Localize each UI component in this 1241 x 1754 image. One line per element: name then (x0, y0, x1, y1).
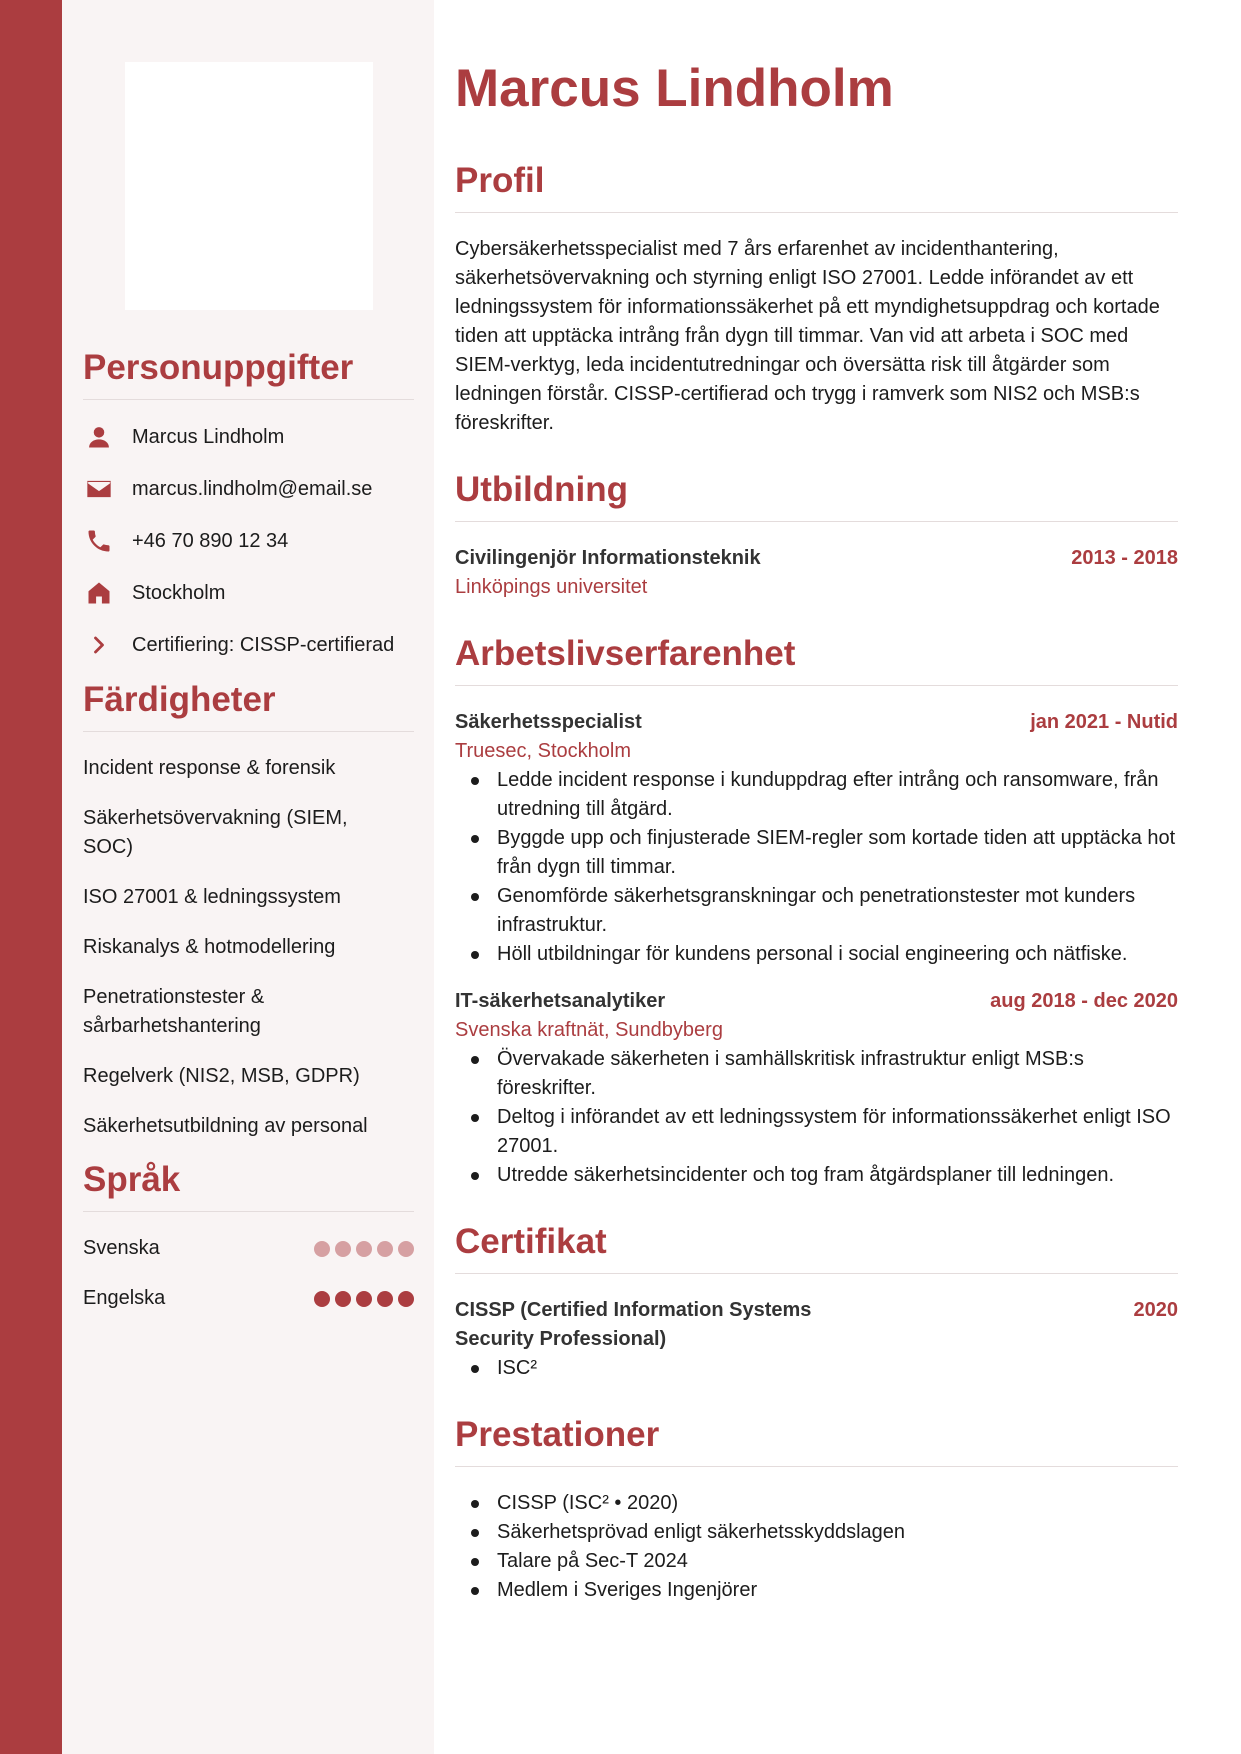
certificate-bullets (455, 1354, 1178, 1383)
info-name (83, 422, 414, 452)
languages-section (83, 1162, 414, 1313)
language-level-dot (377, 1241, 393, 1257)
certificate-issuer: ISC² (455, 1354, 1178, 1383)
achievement-item: Talare på Sec-T 2024 (455, 1547, 1178, 1576)
language-name: Engelska (83, 1287, 166, 1309)
info-certification-text: Certifiering: CISSP-certifierad (132, 633, 395, 656)
experience-entry (455, 987, 1178, 1190)
company-name: Svenska kraftnät, Sundbyberg (455, 1019, 723, 1041)
language-level-dot (314, 1241, 330, 1257)
job-bullet: Ledde incident response i kunduppdrag efter intrång och ransomware, från utredning till åtgärd. (455, 766, 1178, 824)
info-name-text: Marcus Lindholm (132, 425, 285, 448)
info-certification (83, 630, 414, 660)
job-bullet: Övervakade säkerheten i samhällskritisk infrastruktur enligt MSB:s föreskrifter. (455, 1045, 1178, 1103)
language-level-dot (356, 1241, 372, 1257)
language-level-dot (398, 1241, 414, 1257)
education-section (455, 472, 1178, 602)
skill-item: Regelverk (NIS2, MSB, GDPR) (83, 1065, 360, 1087)
job-date: jan 2021 - Nutid (1030, 711, 1178, 733)
education-date: 2013 - 2018 (1071, 547, 1178, 569)
profile-text: Cybersäkerhetsspecialist med 7 års erfarenhet av incidenthantering, säkerhetsövervakning och styrning enligt ISO 27001. Ledde införandet av ett ledningssystem för informationssäkerhet på ett myndighetsuppdrag och kortade tiden att upptäcka intrång från dygn till timmar. Van vid att arbeta i SOC med SIEM-verktyg, leda incidentutredningar och översätta risk till åtgärder som ledningen förstår. CISSP-certifierad och trygg i ramverk som NIS2 och MSB:s föreskrifter. (455, 238, 1160, 434)
job-bullet: Genomförde säkerhetsgranskningar och penetrationstester mot kunders infrastruktur. (455, 882, 1178, 940)
personal-info-list (83, 422, 414, 660)
chevron-right-icon (83, 630, 115, 660)
job-bullet: Deltog i införandet av ett ledningssystem för informationssäkerhet enligt ISO 27001. (455, 1103, 1178, 1161)
language-level-dots (314, 1291, 414, 1307)
email-icon (83, 474, 115, 504)
skill-item: Incident response & forensik (83, 757, 336, 779)
phone-icon (83, 526, 115, 556)
experience-entry (455, 708, 1178, 969)
language-row (83, 1284, 414, 1313)
info-location (83, 578, 414, 608)
info-phone-text[interactable]: +46 70 890 12 34 (132, 529, 289, 552)
job-bullet: Utredde säkerhetsincidenter och tog fram åtgärdsplaner till ledningen. (455, 1161, 1178, 1190)
language-level-dot (314, 1291, 330, 1307)
language-level-dot (335, 1291, 351, 1307)
job-bullets (455, 766, 1178, 969)
experience-section (455, 636, 1178, 1190)
certificate-date: 2020 (1133, 1299, 1178, 1321)
skill-item: Riskanalys & hotmodellering (83, 936, 336, 958)
education-entry (455, 544, 1178, 602)
certificate-title: CISSP (Certified Information Systems Security Professional) (455, 1299, 812, 1350)
language-level-dots (314, 1241, 414, 1257)
achievement-item: Medlem i Sveriges Ingenjörer (455, 1576, 1178, 1605)
achievement-item: Säkerhetsprövad enligt säkerhetsskyddslagen (455, 1518, 1178, 1547)
job-bullet: Byggde upp och finjusterade SIEM-regler som kortade tiden att upptäcka hot från dygn till timmar. (455, 824, 1178, 882)
language-level-dot (398, 1291, 414, 1307)
language-name: Svenska (83, 1237, 160, 1259)
info-phone (83, 526, 414, 556)
skills-heading: Färdigheter (83, 682, 414, 732)
profile-heading: Profil (455, 163, 1178, 213)
language-level-dot (335, 1241, 351, 1257)
profile-section (455, 163, 1178, 438)
person-icon (83, 422, 115, 452)
achievement-item: CISSP (ISC² • 2020) (455, 1489, 1178, 1518)
certificate-entry (455, 1296, 1178, 1383)
achievements-section (455, 1417, 1178, 1605)
skill-item: ISO 27001 & ledningssystem (83, 886, 341, 908)
personal-info-section (83, 350, 414, 660)
language-level-dot (356, 1291, 372, 1307)
info-email-text[interactable]: marcus.lindholm@email.se (132, 477, 373, 500)
skill-item: Penetrationstester & sårbarhetshantering (83, 986, 265, 1037)
personal-info-heading: Personuppgifter (83, 350, 414, 400)
degree-title: Civilingenjör Informationsteknik (455, 547, 761, 569)
company-name: Truesec, Stockholm (455, 740, 631, 762)
main-content (455, 59, 1178, 1639)
skills-section (83, 682, 414, 1141)
skill-item: Säkerhetsutbildning av personal (83, 1115, 368, 1137)
experience-heading: Arbetslivserfarenhet (455, 636, 1178, 686)
profile-photo (125, 62, 373, 310)
language-level-dot (377, 1291, 393, 1307)
job-bullets (455, 1045, 1178, 1190)
job-bullet: Höll utbildningar för kundens personal i social engineering och nätfiske. (455, 940, 1178, 969)
job-title: Säkerhetsspecialist (455, 711, 642, 733)
achievements-list (455, 1489, 1178, 1605)
job-date: aug 2018 - dec 2020 (990, 990, 1178, 1012)
school-name: Linköpings universitet (455, 576, 648, 598)
candidate-name: Marcus Lindholm (455, 59, 894, 118)
language-row (83, 1234, 414, 1263)
achievements-heading: Prestationer (455, 1417, 1178, 1467)
info-email (83, 474, 414, 504)
certificates-section (455, 1224, 1178, 1383)
certificates-heading: Certifikat (455, 1224, 1178, 1274)
skill-item: Säkerhetsövervakning (SIEM, SOC) (83, 807, 348, 858)
languages-heading: Språk (83, 1162, 414, 1212)
accent-bar (0, 0, 62, 1754)
home-icon (83, 578, 115, 608)
skills-list (83, 754, 414, 1141)
education-heading: Utbildning (455, 472, 1178, 522)
sidebar-content (83, 350, 414, 1334)
info-location-text: Stockholm (132, 581, 226, 604)
job-title: IT-säkerhetsanalytiker (455, 990, 666, 1012)
